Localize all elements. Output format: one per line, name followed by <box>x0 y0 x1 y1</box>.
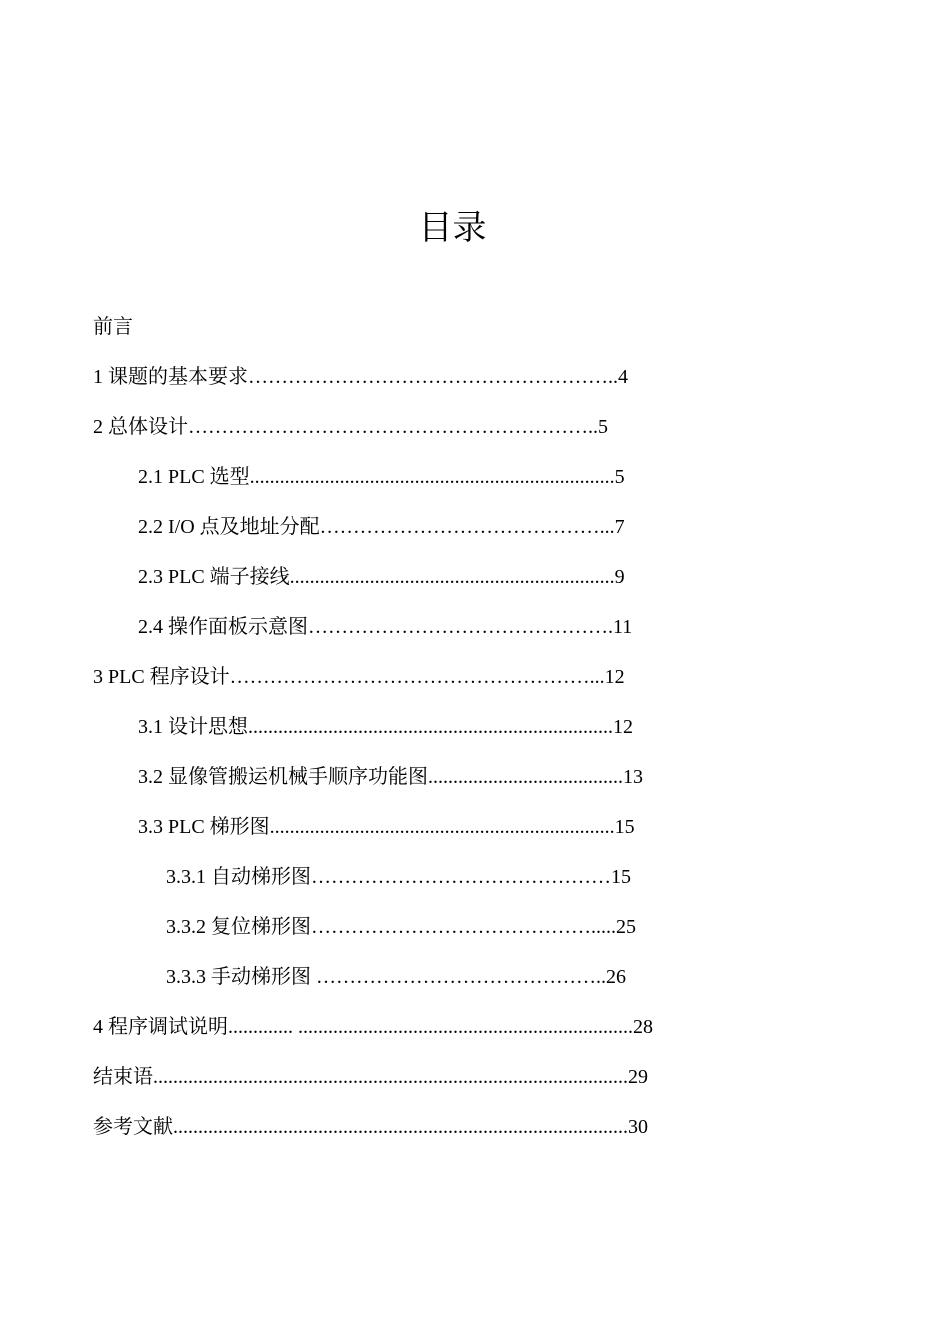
toc-entry-chapter-4: 4 程序调试说明............. ...................................................................28 <box>93 1016 653 1038</box>
toc-entry-section-2-2: 2.2 I/O 点及地址分配……………………………………...7 <box>138 516 625 538</box>
toc-entry-subsection-3-3-3: 3.3.3 手动梯形图 ……………………………………..26 <box>166 966 626 988</box>
toc-entry-references: 参考文献...........................................................................................30 <box>93 1116 648 1138</box>
toc-entry-conclusion: 结束语...............................................................................................29 <box>93 1066 648 1088</box>
toc-entry-preface: 前言 <box>93 316 133 338</box>
toc-entry-section-3-1: 3.1 设计思想.........................................................................12 <box>138 716 633 738</box>
toc-entry-subsection-3-3-1: 3.3.1 自动梯形图………………………………………15 <box>166 866 631 888</box>
toc-entry-subsection-3-3-2: 3.3.2 复位梯形图…………………………………….....25 <box>166 916 636 938</box>
toc-entry-chapter-1: 1 课题的基本要求………………………………………………..4 <box>93 366 628 388</box>
toc-entry-section-2-4: 2.4 操作面板示意图……………………………………….11 <box>138 616 633 638</box>
toc-entry-section-2-3: 2.3 PLC 端子接线.................................................................9 <box>138 566 625 588</box>
toc-entry-section-3-2: 3.2 显像管搬运机械手顺序功能图.......................................13 <box>138 766 643 788</box>
toc-entry-chapter-2: 2 总体设计……………………………………………………..5 <box>93 416 608 438</box>
toc-entry-section-3-3: 3.3 PLC 梯形图.....................................................................15 <box>138 816 635 838</box>
toc-entry-section-2-1: 2.1 PLC 选型.........................................................................5 <box>138 466 625 488</box>
page-title: 目录 <box>418 208 487 248</box>
toc-entry-chapter-3: 3 PLC 程序设计………………………………………………...12 <box>93 666 625 688</box>
